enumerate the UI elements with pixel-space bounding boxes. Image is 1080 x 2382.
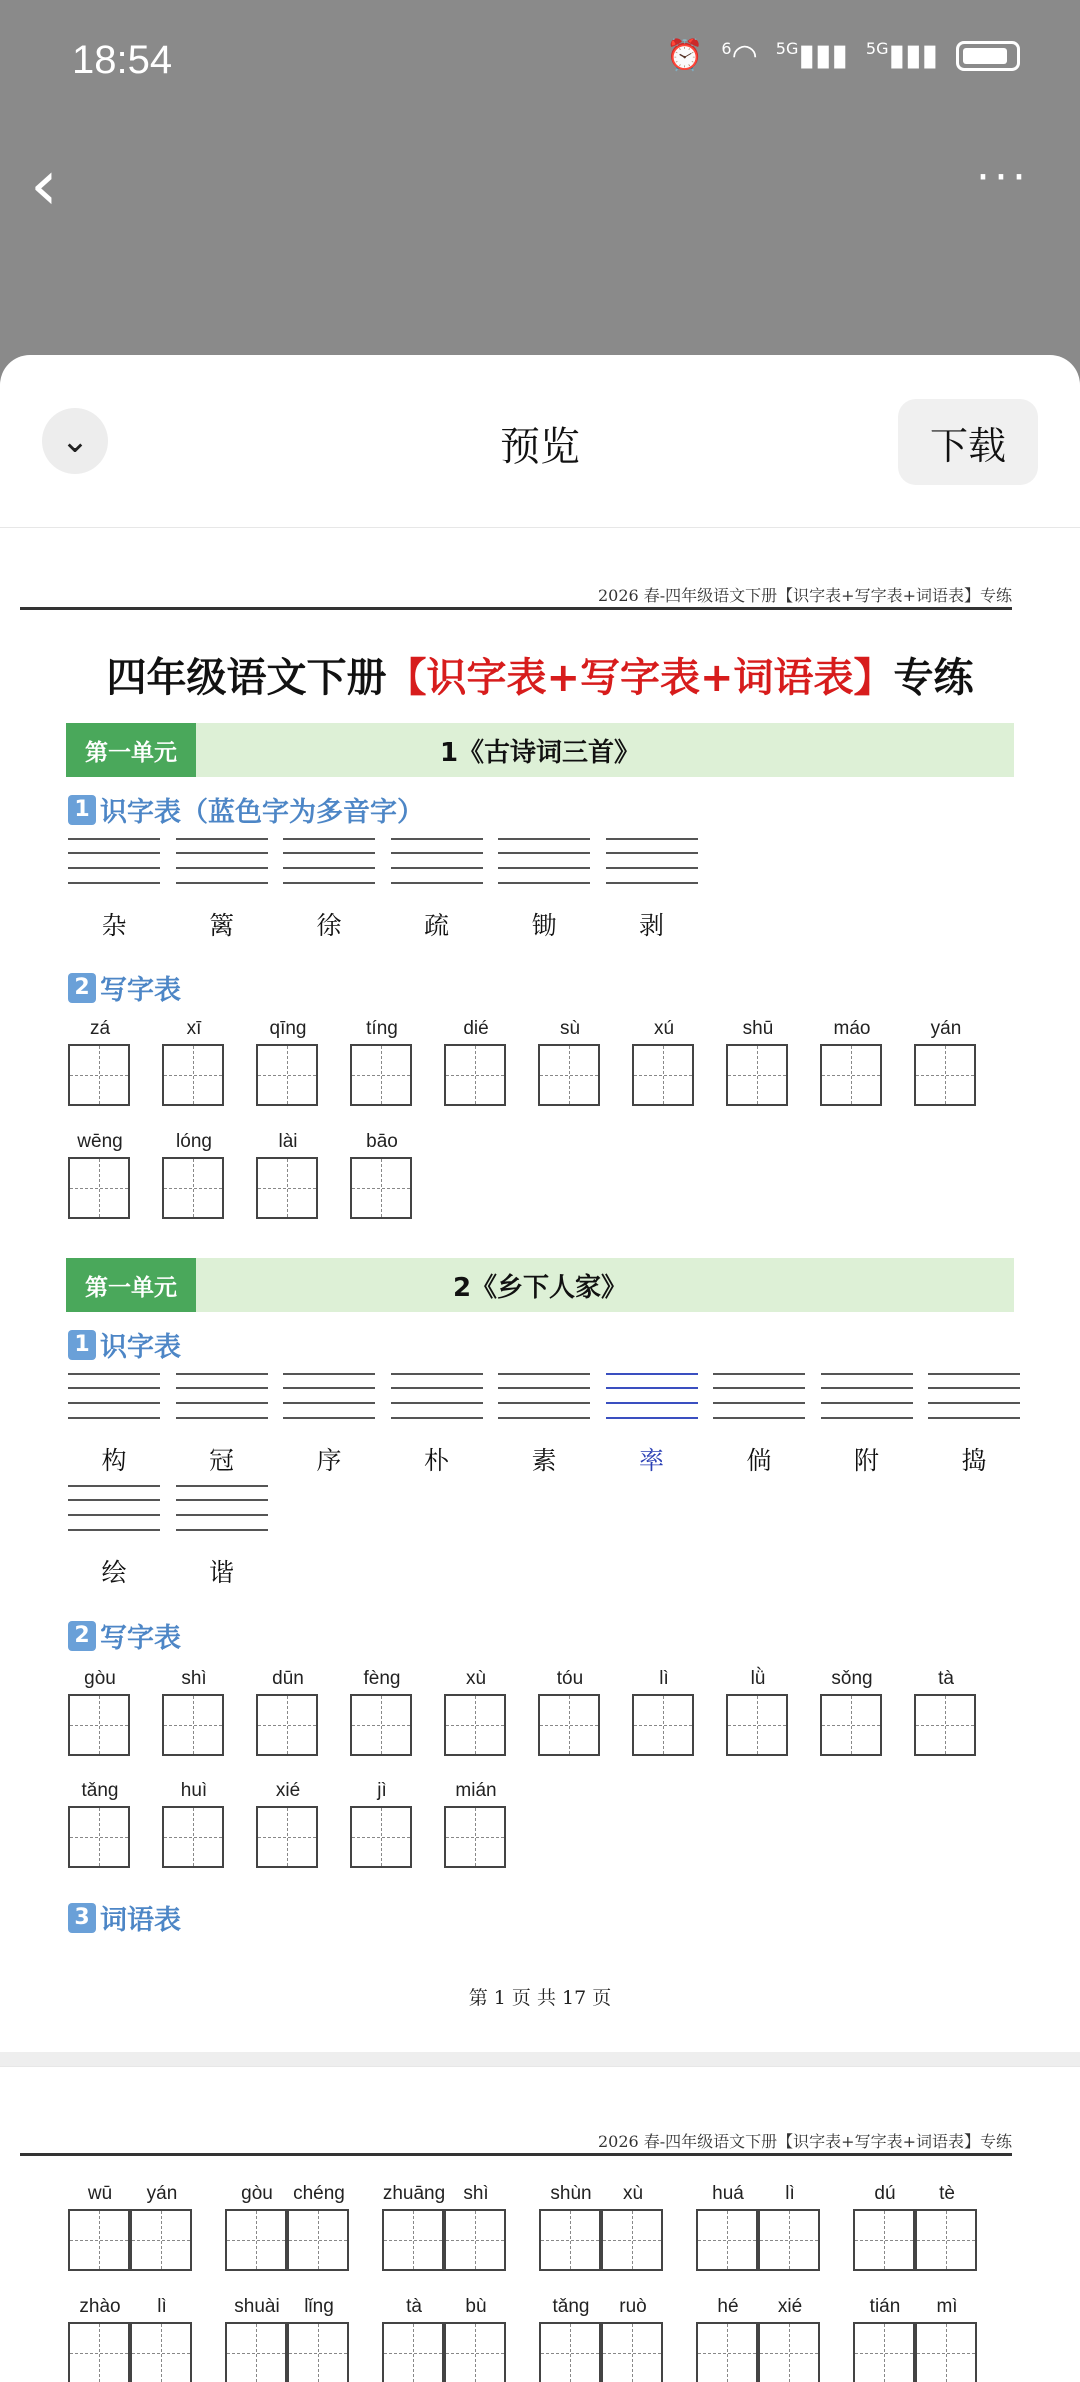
pinyin-label: wēng xyxy=(77,1131,123,1152)
tianzi-double-box[interactable] xyxy=(382,2322,508,2382)
tianzi-grid-box[interactable] xyxy=(225,2322,287,2382)
tianzi-grid-box[interactable] xyxy=(287,2209,349,2271)
tianzi-grid-box[interactable] xyxy=(256,1157,318,1219)
tianzi-grid-box[interactable] xyxy=(914,1044,976,1106)
hanzi-char: 素 xyxy=(531,1446,557,1475)
pinyin-label: lài xyxy=(278,1131,298,1152)
hanzi-char: 捣 xyxy=(961,1446,987,1475)
doc-header-rule xyxy=(20,607,1012,610)
writing-lines[interactable] xyxy=(391,1373,483,1419)
page-title: 四年级语文下册【识字表+写字表+词语表】专练 xyxy=(106,655,974,701)
unit-bar xyxy=(66,723,1014,777)
tianzi-double-box[interactable] xyxy=(539,2322,665,2382)
pinyin-label: huì xyxy=(180,1780,208,1801)
alarm-icon: ⏰ xyxy=(666,38,704,73)
pinyin-label: bù xyxy=(465,2296,487,2317)
signal-5g-icon: $^{5G}$▮▮▮ xyxy=(775,38,848,73)
pinyin-label: hé xyxy=(717,2296,739,2317)
tianzi-double-box[interactable] xyxy=(853,2322,979,2382)
wifi-icon: $^6$◠ xyxy=(721,38,758,73)
tianzi-grid-box[interactable] xyxy=(130,2322,192,2382)
tianzi-grid-box[interactable] xyxy=(538,1694,600,1756)
pinyin-label: lóng xyxy=(176,1131,212,1152)
hanzi-char: 杂 xyxy=(101,911,127,940)
preview-sheet xyxy=(0,355,1080,2382)
tianzi-double-box[interactable] xyxy=(696,2322,822,2382)
section-shizi: 1 识字表（蓝色字为多音字） xyxy=(68,790,424,829)
tianzi-grid-box[interactable] xyxy=(696,2209,758,2271)
status-time: 18:54 xyxy=(72,38,173,82)
tianzi-grid-box[interactable] xyxy=(350,1694,412,1756)
tianzi-grid-box[interactable] xyxy=(68,1694,130,1756)
pinyin-label: shū xyxy=(742,1018,774,1039)
writing-lines[interactable] xyxy=(928,1373,1020,1419)
tianzi-grid-box[interactable] xyxy=(601,2209,663,2271)
tianzi-grid-box[interactable] xyxy=(68,2322,130,2382)
tianzi-grid-box[interactable] xyxy=(444,1806,506,1868)
pinyin-label: yán xyxy=(146,2183,178,2204)
writing-lines[interactable] xyxy=(68,1373,160,1419)
hanzi-char: 附 xyxy=(853,1446,879,1475)
document-page-1 xyxy=(0,527,1080,2053)
pinyin-label: fèng xyxy=(363,1668,401,1689)
status-bar xyxy=(0,0,1080,130)
tianzi-grid-box[interactable] xyxy=(256,1694,318,1756)
tianzi-grid-box[interactable] xyxy=(162,1694,224,1756)
tianzi-grid-box[interactable] xyxy=(444,1694,506,1756)
pinyin-label: dié xyxy=(463,1018,489,1039)
pinyin-label: tà xyxy=(938,1668,954,1689)
pinyin-label: yán xyxy=(930,1018,962,1039)
writing-lines[interactable] xyxy=(68,838,160,884)
writing-lines[interactable] xyxy=(176,838,268,884)
pinyin-label: tà xyxy=(406,2296,422,2317)
page-gap xyxy=(0,2052,1080,2066)
sheet-header xyxy=(0,355,1080,525)
pinyin-label: xú xyxy=(653,1018,675,1039)
pinyin-label: lì xyxy=(157,2296,167,2317)
writing-lines[interactable] xyxy=(283,838,375,884)
signal-5g-icon: $^{5G}$▮▮▮ xyxy=(865,38,938,73)
tianzi-grid-box[interactable] xyxy=(68,2209,130,2271)
pinyin-label: lì xyxy=(659,1668,669,1689)
hanzi-char: 倘 xyxy=(746,1446,772,1475)
pinyin-label: xù xyxy=(465,1668,487,1689)
tianzi-grid-box[interactable] xyxy=(853,2209,915,2271)
hanzi-char: 锄 xyxy=(531,911,557,940)
tianzi-grid-box[interactable] xyxy=(601,2322,663,2382)
pinyin-label: zhào xyxy=(79,2296,121,2317)
tianzi-grid-box[interactable] xyxy=(162,1157,224,1219)
pinyin-label: xié xyxy=(777,2296,803,2317)
tianzi-grid-box[interactable] xyxy=(758,2322,820,2382)
tianzi-grid-box[interactable] xyxy=(632,1694,694,1756)
tianzi-double-box[interactable] xyxy=(382,2209,508,2271)
tianzi-grid-box[interactable] xyxy=(726,1694,788,1756)
tianzi-grid-box[interactable] xyxy=(350,1806,412,1868)
writing-lines[interactable] xyxy=(821,1373,913,1419)
pinyin-label: ruò xyxy=(619,2296,647,2317)
tianzi-grid-box[interactable] xyxy=(538,1044,600,1106)
pinyin-label: chéng xyxy=(293,2183,345,2204)
tianzi-grid-box[interactable] xyxy=(225,2209,287,2271)
tianzi-double-box[interactable] xyxy=(696,2209,822,2271)
hanzi-char: 构 xyxy=(101,1446,127,1475)
pinyin-label: xié xyxy=(275,1780,301,1801)
lesson-title: 2《乡下人家》 xyxy=(452,1272,628,1303)
tianzi-grid-box[interactable] xyxy=(256,1044,318,1106)
writing-lines[interactable] xyxy=(176,1485,268,1531)
hanzi-char: 剥 xyxy=(638,911,664,940)
top-nav xyxy=(0,130,1080,350)
writing-lines[interactable] xyxy=(283,1373,375,1419)
tianzi-double-box[interactable] xyxy=(225,2322,351,2382)
hanzi-char: 冠 xyxy=(208,1446,234,1475)
tianzi-grid-box[interactable] xyxy=(287,2322,349,2382)
tianzi-grid-box[interactable] xyxy=(162,1044,224,1106)
back-icon[interactable]: ‹ xyxy=(30,144,58,226)
tianzi-grid-box[interactable] xyxy=(853,2322,915,2382)
doc-header: 2026 春-四年级语文下册【识字表+写字表+词语表】专练 xyxy=(597,2132,1012,2151)
writing-lines[interactable] xyxy=(176,1373,268,1419)
pinyin-label: máo xyxy=(833,1018,871,1039)
pinyin-label: xī xyxy=(186,1018,202,1039)
page-footer: 第 1 页 共 17 页 xyxy=(468,1987,612,2009)
tianzi-grid-box[interactable] xyxy=(68,1806,130,1868)
tianzi-grid-box[interactable] xyxy=(696,2322,758,2382)
hanzi-char: 序 xyxy=(316,1446,342,1475)
download-button[interactable]: 下载 xyxy=(898,399,1038,485)
tianzi-grid-box[interactable] xyxy=(444,1044,506,1106)
tianzi-grid-box[interactable] xyxy=(256,1806,318,1868)
section-shizi: 1 识字表 xyxy=(68,1325,181,1364)
section-xiezi: 2 写字表 xyxy=(68,968,181,1007)
tianzi-grid-box[interactable] xyxy=(758,2209,820,2271)
writing-lines[interactable] xyxy=(713,1373,805,1419)
tianzi-grid-box[interactable] xyxy=(914,1694,976,1756)
tianzi-grid-box[interactable] xyxy=(350,1044,412,1106)
writing-lines[interactable] xyxy=(498,1373,590,1419)
pinyin-label: gòu xyxy=(84,1668,116,1689)
pinyin-label: shùn xyxy=(550,2183,592,2204)
pinyin-label: sù xyxy=(559,1018,581,1039)
tianzi-grid-box[interactable] xyxy=(632,1044,694,1106)
pinyin-label: tián xyxy=(869,2296,901,2317)
tianzi-grid-box[interactable] xyxy=(382,2322,444,2382)
battery-icon xyxy=(956,41,1020,71)
section-xiezi: 2 写字表 xyxy=(68,1616,181,1655)
hanzi-char: 徐 xyxy=(316,911,342,940)
tianzi-grid-box[interactable] xyxy=(68,1044,130,1106)
pinyin-label: mì xyxy=(936,2296,958,2317)
hanzi-char: 率 xyxy=(638,1446,664,1475)
tianzi-grid-box[interactable] xyxy=(130,2209,192,2271)
pinyin-label: shì xyxy=(181,1668,207,1689)
pinyin-label: dūn xyxy=(272,1668,304,1689)
tianzi-grid-box[interactable] xyxy=(382,2209,444,2271)
tianzi-grid-box[interactable] xyxy=(68,1157,130,1219)
pinyin-label: dú xyxy=(874,2183,896,2204)
writing-lines[interactable] xyxy=(68,1485,160,1531)
tianzi-grid-box[interactable] xyxy=(444,2322,506,2382)
sheet-title: 预览 xyxy=(500,424,580,470)
tianzi-grid-box[interactable] xyxy=(915,2322,977,2382)
tianzi-grid-box[interactable] xyxy=(539,2209,601,2271)
tianzi-double-box[interactable] xyxy=(225,2209,351,2271)
more-icon[interactable]: ··· xyxy=(976,152,1030,203)
writing-lines[interactable] xyxy=(391,838,483,884)
tianzi-double-box[interactable] xyxy=(68,2322,194,2382)
writing-lines[interactable] xyxy=(606,1373,698,1419)
pinyin-label: jì xyxy=(377,1780,387,1801)
writing-lines[interactable] xyxy=(606,838,698,884)
document-page-2 xyxy=(0,2066,1080,2382)
hanzi-char: 疏 xyxy=(423,911,449,940)
writing-lines[interactable] xyxy=(498,838,590,884)
hanzi-char: 篱 xyxy=(208,911,234,940)
hanzi-char: 绘 xyxy=(101,1558,127,1587)
unit-bar xyxy=(66,1258,1014,1312)
pinyin-label: bāo xyxy=(366,1131,398,1152)
doc-header-rule xyxy=(20,2153,1012,2156)
pinyin-label: zá xyxy=(89,1018,111,1039)
unit-tag: 第一单元 xyxy=(66,1258,196,1312)
chevron-down-icon[interactable]: ⌄ xyxy=(42,408,108,474)
tianzi-double-box[interactable] xyxy=(539,2209,665,2271)
tianzi-grid-box[interactable] xyxy=(539,2322,601,2382)
tianzi-double-box[interactable] xyxy=(68,2209,194,2271)
tianzi-grid-box[interactable] xyxy=(162,1806,224,1868)
hanzi-char: 谐 xyxy=(208,1558,234,1587)
tianzi-grid-box[interactable] xyxy=(820,1044,882,1106)
pinyin-label: qīng xyxy=(269,1018,307,1039)
lesson-title: 1《古诗词三首》 xyxy=(439,737,641,768)
pinyin-label: tǎng xyxy=(552,2296,590,2317)
pinyin-label: gòu xyxy=(241,2183,273,2204)
pinyin-label: wū xyxy=(87,2183,113,2204)
pinyin-label: lì xyxy=(785,2183,795,2204)
tianzi-grid-box[interactable] xyxy=(350,1157,412,1219)
status-icons xyxy=(666,38,1020,73)
pinyin-label: tóu xyxy=(556,1668,584,1689)
pinyin-label: tǎng xyxy=(81,1780,119,1801)
pinyin-label: shì xyxy=(463,2183,489,2204)
unit-tag: 第一单元 xyxy=(66,723,196,777)
pinyin-label: shuài xyxy=(234,2296,280,2317)
doc-header: 2026 春-四年级语文下册【识字表+写字表+词语表】专练 xyxy=(597,586,1012,605)
tianzi-grid-box[interactable] xyxy=(726,1044,788,1106)
tianzi-double-box[interactable] xyxy=(853,2209,979,2271)
pinyin-label: xù xyxy=(622,2183,644,2204)
pinyin-label: lǐng xyxy=(304,2296,334,2317)
pinyin-label: tè xyxy=(939,2183,955,2204)
pinyin-label: mián xyxy=(455,1780,497,1801)
pinyin-label: lǜ xyxy=(750,1668,766,1689)
section-ciyu: 3 词语表 xyxy=(68,1898,181,1937)
pinyin-label: huá xyxy=(712,2183,744,2204)
tianzi-grid-box[interactable] xyxy=(915,2209,977,2271)
tianzi-grid-box[interactable] xyxy=(820,1694,882,1756)
pinyin-label: tíng xyxy=(366,1018,398,1039)
tianzi-grid-box[interactable] xyxy=(444,2209,506,2271)
pinyin-label: zhuāng xyxy=(382,2183,446,2204)
pinyin-label: sǒng xyxy=(831,1668,873,1689)
hanzi-char: 朴 xyxy=(423,1446,449,1475)
